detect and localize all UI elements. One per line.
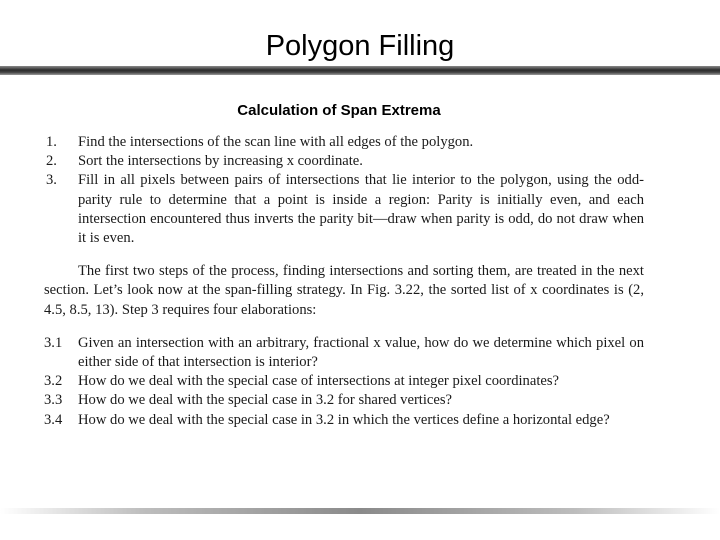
step-item: [44, 133, 644, 152]
elaboration-text: How do we deal with the special case of intersections at integer pixel coordinates?: [78, 373, 560, 390]
step-text: Sort the intersections by increasing x coordinate.: [78, 153, 363, 170]
step-text: Fill in all pixels between pairs of intersections that lie interior to the polygon, using the odd-parity rule to determine that a point is inside a region: Parity is initially even, and each intersection encountered thus inverts the parity bit—draw when parity is odd, do not draw when it is even.: [78, 172, 644, 247]
elaboration-text: Given an intersection with an arbitrary, fractional x value, how do we determine which pixel on either side of that intersection is interior?: [78, 334, 644, 371]
elaboration-number: 3.2: [44, 373, 63, 390]
step-item: [44, 152, 644, 171]
step-number: 2.: [46, 153, 57, 170]
elaboration-item: [44, 391, 644, 410]
elaboration-number: 3.4: [44, 411, 63, 428]
elaboration-text: How do we deal with the special case in 3.2 in which the vertices define a horizontal edge?: [78, 411, 610, 428]
title-divider: [0, 66, 720, 75]
slide-subtitle: Calculation of Span Extrema: [237, 102, 441, 119]
elaboration-number: 3.1: [44, 334, 63, 351]
footer-divider: [0, 508, 720, 514]
elaboration-item: [44, 372, 644, 391]
step-number: 3.: [46, 172, 57, 189]
elaboration-text: How do we deal with the special case in 3.2 for shared vertices?: [78, 392, 453, 409]
body-paragraph: The first two steps of the process, finding intersections and sorting them, are treated in the next section. Let’s look now at the span-filling strategy. In Fig. 3.22, the sorted list of x coordinates is (2, 4.5, 8.5, 13). Step 3 requires four elaborations:: [44, 263, 644, 318]
step-text: Find the intersections of the scan line with all edges of the polygon.: [78, 134, 474, 150]
scanned-text-excerpt: [44, 133, 644, 430]
elaboration-number: 3.3: [44, 392, 63, 409]
slide-title: Polygon Filling: [265, 30, 455, 62]
step-item: [44, 171, 644, 248]
elaboration-item: [44, 411, 644, 430]
step-number: 1.: [46, 134, 57, 150]
elaboration-item: [44, 334, 644, 372]
